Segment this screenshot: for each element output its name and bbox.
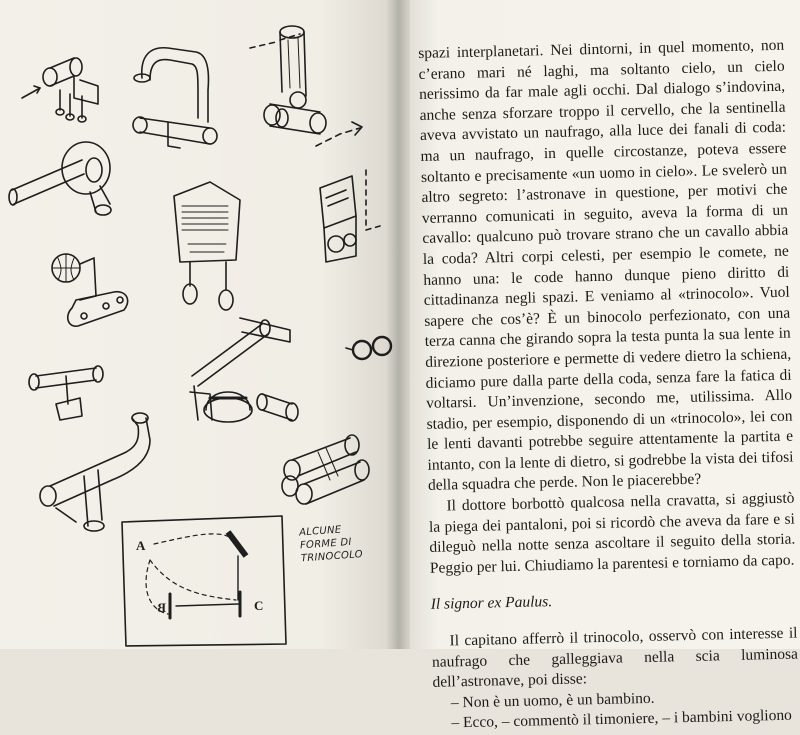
drawing-caption: ALCUNE FORME DI TRINOCOLO (298, 524, 364, 565)
sketch-t-device (29, 366, 103, 420)
sketch-curved-tube (133, 48, 217, 148)
sketch-small-pipe (22, 58, 98, 122)
sketch-folded-device (316, 122, 380, 262)
diagram-label-c: C (254, 598, 264, 613)
diagram-label-b: B (157, 600, 166, 615)
optical-schematic (122, 516, 286, 646)
left-page (0, 0, 400, 649)
right-page-text (418, 36, 800, 735)
paragraph-3: Il capitano afferrò il trinocolo, osservò con interesse il naufrago che galleggiava nella scia luminosa dell’astronave, poi disse: (431, 624, 799, 692)
dialogue-line-1: – Non è un uomo, è un bambino. (450, 689, 655, 712)
paragraph-1: spazi interplanetari. Nei dintorni, in quel momento, non c’erano mari né laghi, ma soltanto cielo, un cielo nerissimo da far male agli occhi. Dal dialogo s’indovina, anche senza sforzare troppo il cervello, che la sentinella aveva avvistato un naufrago, alla luce dei fanali di coda: ma un naufrago, in quelle circostanze, poteva essere soltanto e precisamente «un uomo in cielo». Le svelerò un altro segreto: l’astronave in questione, per motivi che verranno comunicati in seguito, aveva la forma di un cavallo: qualcuno può trovare strano che un cavallo abbia la coda? Altri corpi celesti, per esempio le comete, ne hanno una: le code hanno dunque pieno diritto di cittadinanza negli spazi. E veniamo al «trinocolo». Vuol sapere che cos’è? È un binocolo perfezionato, con una terza canna che girando sopra la testa punta la sua lente in direzione posteriore e permette di vedere dietro la schiena, diciamo pure dalla parte della coda, senza fare la fatica di voltarsi. Un’invenzione, secondo me, utilissima. Allo stadio, per esempio, disponendo di un «trinocolo», lei con le lenti davanti potrebbe seguire attentamente la partita e intanto, con la lente di dietro, si godrebbe la vista dei tifosi della squadra che perde. Non le piacerebbe? (418, 36, 794, 495)
diagram-label-a: A (136, 538, 146, 553)
sketch-bundled-tubes (282, 435, 369, 504)
sketch-disc-tube (9, 142, 111, 215)
sketch-round-glasses (346, 337, 391, 359)
dialogue-line-2: – Ecco, – commentò il timoniere, – i bambini vogliono (451, 707, 793, 732)
book-gutter (386, 0, 410, 649)
sketch-bent-periscope (40, 413, 150, 531)
sketch-helmet-device (190, 318, 298, 422)
sketch-tall-trinocolo (250, 26, 326, 134)
paragraph-2: Il dottore borbottò qualcosa nella cravatta, si aggiustò la piega dei pantaloni, poi si ricordò che aveva da fare e si dileguò nella notte senza ascoltare il seguito della storia. Peggio per lui. Chiudiamo la parentesi e torniamo da capo. (428, 489, 796, 577)
sketch-globe-device (52, 254, 128, 326)
section-title: Il signor ex Paulus. (430, 593, 553, 614)
sketch-box-device (174, 182, 240, 310)
